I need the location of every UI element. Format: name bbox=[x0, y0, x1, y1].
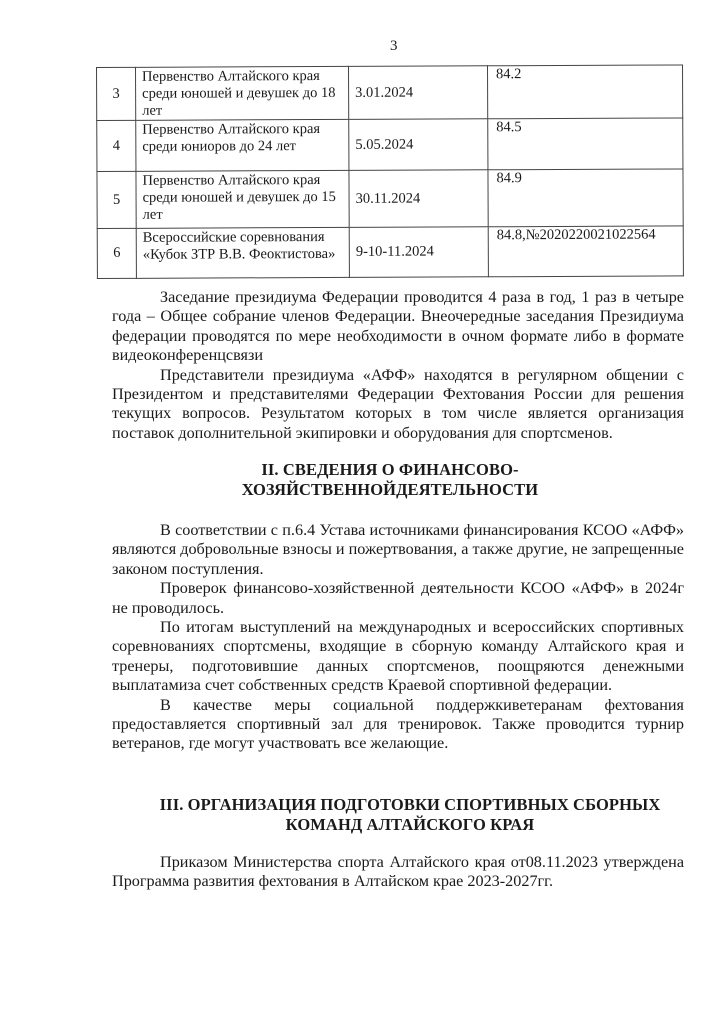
table-row bbox=[97, 226, 683, 279]
paragraph: По итогам выступлений на международных и всероссийских спортивных соревнованиях спортсмены, входящие в сборную команду Алтайского края и тренеры, подготовившие данных спортсменов, поощряются денежными выплатамиза счет собственных средств Краевой спортивной федерации. bbox=[112, 618, 684, 695]
row-number: 4 bbox=[97, 120, 136, 171]
heading-line: ХОЗЯЙСТВЕННОЙДЕЯТЕЛЬНОСТИ bbox=[241, 480, 539, 499]
paragraph: Приказом Министерства спорта Алтайского края от08.11.2023 утверждена Программа развития фехтования в Алтайском крае 2023-2027гг. bbox=[112, 853, 684, 891]
heading-line: II. СВЕДЕНИЯ О ФИНАНСОВО- bbox=[261, 460, 519, 479]
competition-name: Первенство Алтайского края среди юношей и девушек до 15 лет bbox=[136, 170, 349, 228]
paragraph: Заседание президиума Федерации проводится 4 раза в год, 1 раз в четыре года – Общее собрание членов Федерации. Внеочередные заседания Президиума федерации проводятся по мере необходимости в очном формате либо в формате видеоконференцсвязи bbox=[112, 288, 684, 365]
competition-code: 84.2 bbox=[487, 65, 682, 119]
competition-code: 84.9 bbox=[488, 169, 683, 227]
competition-date: 30.11.2024 bbox=[349, 170, 488, 228]
page-number: 3 bbox=[390, 38, 398, 54]
table-row bbox=[97, 169, 683, 229]
row-number: 3 bbox=[97, 67, 136, 120]
section3-heading bbox=[110, 795, 710, 835]
section2-text bbox=[112, 521, 684, 754]
competitions-table bbox=[96, 64, 684, 279]
competition-code: 84.8,№2020220021022564 bbox=[488, 226, 683, 277]
table-row bbox=[97, 65, 683, 121]
heading-line: III. ОРГАНИЗАЦИЯ ПОДГОТОВКИ СПОРТИВНЫХ СБОРНЫХ bbox=[159, 795, 661, 814]
paragraph: Представители президиума «АФФ» находятся в регулярном общении с Президентом и представителями Федерации Фехтования России для решения текущих вопросов. Результатом которых в том числе является организация поставок дополнительной экипировки и оборудования для спортсменов. bbox=[112, 365, 684, 442]
table-row bbox=[97, 118, 683, 172]
paragraph: Проверок финансово-хозяйственной деятельности КСОО «АФФ» в 2024г не проводилось. bbox=[112, 579, 684, 617]
paragraph: В качестве меры социальной поддержкиветеранам фехтования предоставляется спортивный зал для тренировок. Также проводится турнир ветеранов, где могут участвовать все желающие. bbox=[112, 695, 684, 753]
row-number: 6 bbox=[97, 228, 136, 278]
competition-name: Всероссийские соревнования «Кубок ЗТР В.В. Феоктистова» bbox=[136, 227, 349, 278]
heading-line: КОМАНД АЛТАЙСКОГО КРАЯ bbox=[285, 815, 535, 834]
competition-name: Первенство Алтайского края среди юношей и девушек до 18 лет bbox=[136, 66, 349, 120]
section2-heading bbox=[200, 460, 580, 500]
competition-name: Первенство Алтайского края среди юниоров до 24 лет bbox=[136, 119, 349, 171]
competition-date: 9-10-11.2024 bbox=[349, 227, 488, 278]
competition-code: 84.5 bbox=[488, 118, 683, 170]
section3-text bbox=[112, 853, 684, 892]
section1-text bbox=[112, 288, 684, 443]
paragraph: В соответствии с п.6.4 Устава источниками финансирования КСОО «АФФ» являются добровольные взносы и пожертвования, а также другие, не запрещенные законом поступления. bbox=[112, 521, 684, 578]
competition-date: 3.01.2024 bbox=[348, 66, 487, 120]
competition-date: 5.05.2024 bbox=[349, 119, 488, 171]
row-number: 5 bbox=[97, 171, 136, 228]
